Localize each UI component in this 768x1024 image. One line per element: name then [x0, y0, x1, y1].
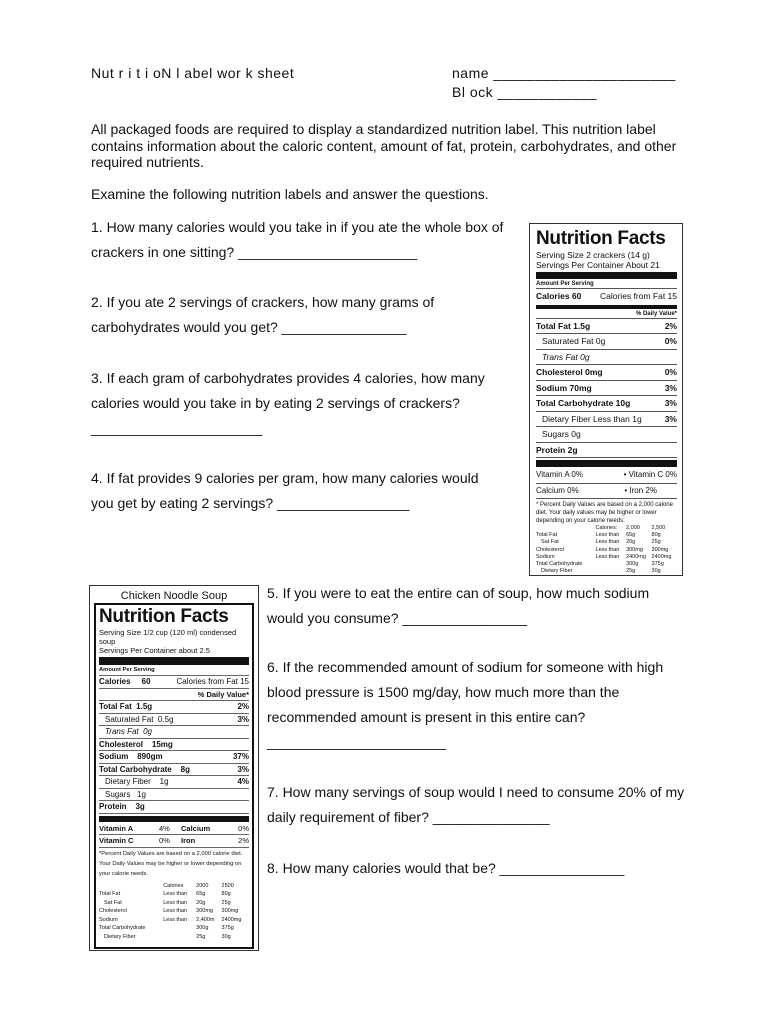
nutrient-row: [99, 726, 249, 739]
calcium: Calcium 0%: [536, 485, 579, 495]
question-2: 2. If you ate 2 servings of crackers, how many grams of carbohydrates would you get? ________________: [91, 294, 435, 335]
daily-value-table-cell: Total Carbohydrate: [99, 925, 146, 931]
nutrient-row: [536, 319, 677, 335]
divider: [536, 460, 677, 467]
nutrient-name: Sugars 0g: [542, 429, 581, 439]
question-5: 5. If you were to eat the entire can of soup, how much sodium would you consume? ________________: [267, 585, 650, 626]
servings-per-container: Servings Per Container About 21: [536, 260, 660, 270]
nutrient-row: [99, 764, 249, 777]
daily-value-table-cell: Total Carbohydrate: [536, 561, 583, 568]
daily-value-table-cell: 30g: [221, 933, 231, 940]
nutrient-row: [99, 739, 249, 752]
nutrient-name: Sodium 890gm: [99, 752, 163, 761]
daily-value-table-cell: Less than: [595, 532, 620, 539]
nutrient-daily-value: 3%: [664, 398, 677, 408]
vitamin-a-dv: 4%: [159, 823, 170, 833]
daily-value-table-cell: 80g: [221, 891, 231, 897]
nutrient-row: [99, 714, 249, 727]
daily-value-table-cell: [536, 525, 596, 532]
nutrient-daily-value: 3%: [664, 413, 677, 424]
nutrient-name: Dietary Fiber Less than 1g: [542, 413, 642, 424]
crackers-nutrition-label: Nutrition Facts Serving Size 2 crackers (14 g) Servings Per Container About 21 Amount Per Serving Calories 60 Calories from Fat 15 % Daily Value* Total Fat 1.5g 2% Saturated Fat 0g 0% Trans Fat 0g Cholesterol 0mg 0% Sodium 70mg 3% Total Carbohydrate 10g 3% Dietary Fiber Less than 1g 3% Sugars 0g Protein 2g Vitamin A 0% • Vitamin C 0% Calcium 0% • Iron 2% * Percent Daily Values are based on a 2,000 calorie diet. Your daily values may be higher or lower depending on your calorie needs: Calories: 2,000 2,500 Total Fat Less than 65g 80g Sat Fat Less than 20g 25g Cholesterol Less than 300mg 300mg Sodium Less than 2400mg 2400mg Total Carbohydrate 300g 375g Dietary Fiber 25g 30g: [529, 223, 683, 576]
daily-value-table-cell: 80g: [651, 532, 661, 539]
daily-value-table-cell: 20g: [626, 539, 636, 546]
serving-size: Serving Size 2 crackers (14 g): [536, 250, 650, 260]
vitamin-c: Vitamin C 0%: [628, 470, 677, 479]
calories: Calories 60: [99, 677, 151, 686]
nutrient-name: Total Fat 1.5g: [536, 320, 591, 331]
daily-value-table-cell: Less than: [163, 891, 188, 897]
daily-value-table-cell: 25g: [221, 899, 231, 906]
daily-value-table-row: [536, 547, 677, 554]
daily-value-table-cell: Total Fat: [536, 532, 558, 539]
vitamin-a: Vitamin A 0%: [536, 470, 583, 479]
daily-value-table-cell: 2,000: [626, 525, 640, 531]
daily-value-table-row: [99, 924, 249, 933]
question-7: 7. How many servings of soup would I need to consume 20% of my daily requirement of fiber? _______________: [267, 784, 685, 825]
daily-value-table-cell: Sat Fat: [541, 539, 559, 546]
calcium: Calcium: [181, 823, 211, 833]
nutrient-daily-value: 3%: [664, 382, 677, 393]
nutrient-row: [536, 443, 677, 459]
block-field-label: Bl ock ____________: [452, 84, 597, 100]
daily-value-table-cell: 2400mg: [651, 553, 672, 560]
daily-value-table-row: [536, 525, 677, 532]
daily-value-table-cell: 300g: [196, 925, 209, 931]
daily-value-table-cell: Total Fat: [99, 891, 121, 897]
nutrient-row: [536, 334, 677, 350]
nutrient-name: Saturated Fat 0.5g: [105, 714, 174, 724]
daily-value-table-cell: [99, 882, 163, 891]
nutrient-daily-value: 2%: [237, 702, 249, 711]
daily-value-table-row: [99, 890, 249, 899]
calcium-dv: 0%: [238, 823, 249, 833]
daily-value-table-cell: [163, 933, 196, 942]
vitamin-c-dv: 0%: [159, 836, 170, 845]
daily-value-table-cell: 2400mg: [626, 553, 646, 560]
question-3: 3. If each gram of carbohydrates provides 4 calories, how many calories would you take in by eating 2 servings of crackers? ______________________: [91, 370, 485, 436]
name-field-label: name ______________________: [452, 65, 676, 81]
question-8: 8. How many calories would that be? ________________: [267, 860, 625, 876]
daily-value-table-cell: 25g: [196, 933, 206, 940]
daily-value-table-cell: 30g: [651, 568, 661, 575]
nutrient-name: Trans Fat 0g: [105, 727, 152, 736]
iron: Iron: [181, 836, 196, 845]
daily-value-table-cell: Sodium: [99, 916, 118, 923]
nutrient-name: Protein 3g: [99, 802, 145, 811]
footnote: * Percent Daily Values are based on a 2,000 calorie diet. Your daily values may be higher or lower depending on your calorie needs:: [536, 502, 673, 524]
daily-value-table-cell: 2,400m: [196, 916, 215, 923]
calories: Calories 60: [536, 291, 582, 301]
nutrient-row: [536, 350, 677, 366]
daily-value-table-cell: 375g: [651, 561, 664, 568]
nutrient-name: Saturated Fat 0g: [542, 336, 606, 346]
daily-value-table-cell: Less than: [595, 553, 620, 560]
daily-value-table-cell: Less than: [163, 908, 188, 914]
calories-from-fat: Calories from Fat 15: [176, 677, 249, 686]
iron: Iron 2%: [629, 485, 657, 495]
question-6: 6. If the recommended amount of sodium for someone with high blood pressure is 1500 mg/day, how much more than the recommended amount is present in this entire can? _______________________: [267, 659, 664, 750]
daily-value-table-cell: [163, 924, 196, 933]
daily-value-table-cell: [596, 568, 627, 575]
nutrient-daily-value: 37%: [232, 752, 249, 761]
soup-nutrition-label: [89, 585, 259, 951]
amount-per-serving: Amount Per Serving: [536, 280, 677, 289]
footnote: *Percent Daily Values are based on a 2,000 calorie diet. Your Daily Values may be higher or lower depending on your calorie needs.: [99, 850, 243, 877]
divider: [536, 272, 677, 279]
nutrient-daily-value: 0%: [664, 367, 677, 377]
nutrient-name: Total Carbohydrate 10g: [536, 398, 631, 408]
daily-value-table-cell: 375g: [221, 925, 234, 931]
daily-value-table-cell: 300mg: [626, 546, 643, 553]
daily-value-table-row: [536, 539, 677, 546]
daily-value-table-cell: Calories:: [595, 525, 618, 531]
daily-value-table-row: [99, 882, 249, 891]
daily-value-table-row: [99, 933, 249, 942]
daily-value-table-cell: Less than: [595, 546, 620, 553]
vitamin-a: Vitamin A: [99, 823, 134, 833]
nutrient-name: Sugars 1g: [105, 789, 146, 799]
daily-value-header: % Daily Value*: [197, 689, 249, 699]
nutrient-rows: [536, 319, 677, 459]
question-4: 4. If fat provides 9 calories per gram, how many calories would you get by eating 2 servings? _________________: [91, 470, 479, 511]
worksheet-title: Nut r i t i oN l abel wor k sheet: [91, 65, 295, 81]
daily-value-table-cell: 20g: [196, 899, 206, 906]
nutrient-daily-value: 0%: [664, 336, 677, 346]
daily-value-table-row: [536, 561, 677, 568]
daily-value-table-cell: Cholesterol: [536, 546, 564, 553]
intro-paragraph: All packaged foods are required to display a standardized nutrition label. This nutrition label contains information about the caloric content, amount of fat, protein, carbohydrates, and other required nutrients.: [91, 121, 677, 170]
daily-value-table-cell: 2000: [196, 882, 209, 889]
nutrient-row: [99, 789, 249, 802]
daily-value-table-cell: [596, 561, 627, 568]
label-title: Nutrition Facts: [99, 606, 229, 627]
daily-value-table: [536, 525, 677, 575]
amount-per-serving: Amount Per Serving: [99, 666, 249, 676]
daily-value-table: [99, 882, 249, 942]
nutrient-name: Total Fat 1.5g: [99, 702, 153, 711]
daily-value-table-cell: 2,500: [651, 525, 666, 531]
daily-value-table-cell: 25g: [651, 539, 661, 546]
product-name: Chicken Noodle Soup: [120, 590, 228, 602]
daily-value-table-cell: Sodium: [536, 553, 555, 560]
nutrient-daily-value: 3%: [237, 764, 249, 774]
nutrient-name: Sodium 70mg: [536, 382, 592, 393]
daily-value-table-row: [99, 899, 249, 908]
daily-value-table-cell: 65g: [626, 532, 636, 539]
daily-value-table-cell: Less than: [163, 899, 188, 906]
daily-value-table-cell: Less than: [595, 539, 620, 546]
instruction-text: Examine the following nutrition labels and answer the questions.: [91, 186, 489, 202]
divider: [99, 816, 249, 822]
divider: [536, 305, 677, 309]
divider: [99, 657, 249, 665]
serving-size: Serving Size 1/2 cup (120 ml) condensed soup: [99, 628, 237, 646]
nutrient-daily-value: 3%: [237, 714, 249, 724]
nutrient-name: Trans Fat 0g: [542, 351, 590, 362]
daily-value-table-row: [536, 554, 677, 561]
daily-value-table-row: [99, 916, 249, 925]
daily-value-table-cell: Dietary Fiber: [104, 933, 136, 940]
daily-value-table-row: [99, 907, 249, 916]
nutrient-row: [99, 776, 249, 789]
label-title: Nutrition Facts: [536, 228, 666, 249]
nutrient-row: [99, 801, 249, 814]
nutrient-row: [536, 396, 677, 412]
iron-dv: 2%: [238, 836, 249, 845]
nutrient-row: [536, 365, 677, 381]
daily-value-table-cell: Calories: [163, 882, 184, 889]
nutrient-row: [99, 751, 249, 764]
nutrient-rows: [99, 701, 249, 814]
nutrient-name: Dietary Fiber 1g: [105, 777, 169, 786]
daily-value-table-cell: 65g: [196, 891, 206, 897]
daily-value-table-cell: 25g: [626, 568, 636, 575]
daily-value-table-cell: Dietary Fiber: [541, 568, 573, 575]
daily-value-table-cell: 300mg: [651, 546, 669, 553]
nutrient-name: Protein 2g: [536, 444, 578, 455]
daily-value-table-cell: 2400mg: [221, 916, 242, 923]
daily-value-header: % Daily Value*: [536, 310, 677, 319]
daily-value-table-row: [536, 532, 677, 539]
daily-value-table-cell: Cholesterol: [99, 908, 127, 914]
nutrient-row: [536, 427, 677, 443]
daily-value-table-cell: 2500: [221, 882, 234, 889]
nutrient-daily-value: 4%: [237, 777, 249, 786]
daily-value-table-row: [536, 568, 677, 575]
daily-value-table-cell: 300g: [626, 561, 639, 568]
nutrient-name: Cholesterol 0mg: [536, 367, 603, 377]
nutrient-name: Total Carbohydrate 8g: [99, 764, 190, 774]
nutrient-name: Cholesterol 15mg: [99, 739, 173, 749]
daily-value-table-cell: 300mg: [196, 908, 213, 914]
daily-value-table-cell: Less than: [163, 916, 188, 923]
daily-value-table-cell: 300mg: [221, 908, 239, 914]
nutrient-daily-value: 2%: [664, 320, 677, 331]
nutrient-row: [536, 381, 677, 397]
question-1: 1. How many calories would you take in if you ate the whole box of crackers in one sitting? _______________________: [91, 219, 504, 260]
calories-from-fat: Calories from Fat 15: [600, 291, 677, 301]
nutrient-row: [99, 701, 249, 714]
servings-per-container: Servings Per Container about 2.5: [99, 646, 210, 655]
nutrient-row: [536, 412, 677, 428]
vitamin-c: Vitamin C: [99, 836, 134, 845]
daily-value-table-cell: Sat Fat: [104, 899, 122, 906]
